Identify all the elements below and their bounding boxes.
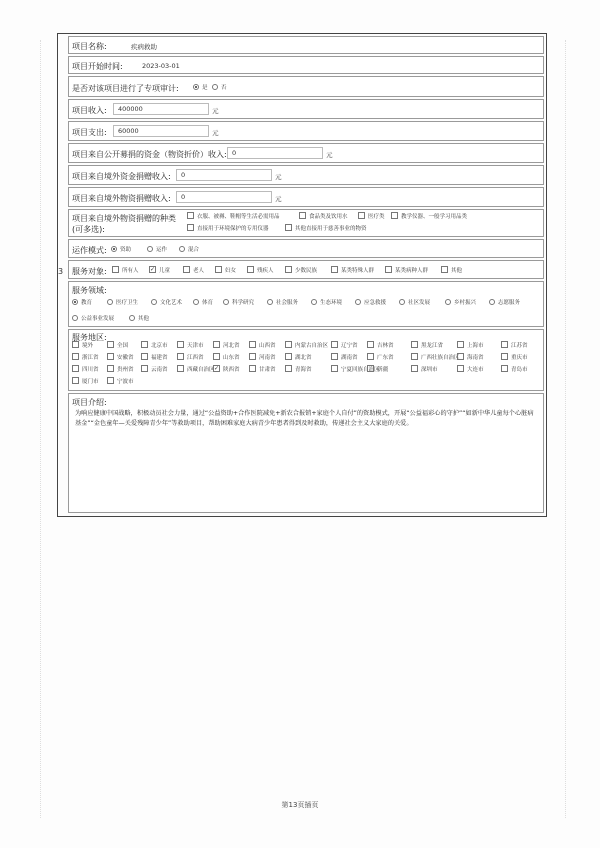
- region-option[interactable]: [249, 354, 276, 362]
- checkbox-icon[interactable]: [285, 224, 292, 231]
- region-option-text: 贵州省: [117, 367, 134, 373]
- foreign-goods-label: 项目来自境外物资捐赠收入:: [72, 194, 171, 203]
- expense-row: [68, 121, 544, 141]
- field-option-text: 公益事业发展: [81, 316, 115, 322]
- foreign-fund-unit: 元: [275, 173, 282, 181]
- region-option[interactable]: [331, 342, 358, 350]
- radio-icon[interactable]: [193, 299, 199, 305]
- field-option-text: 文化艺术: [160, 300, 183, 306]
- operation-option[interactable]: [147, 246, 167, 254]
- region-option-text: 福建省: [151, 355, 168, 361]
- public-fund-row: [68, 143, 544, 163]
- region-option-text: 河北省: [223, 343, 240, 349]
- checkbox-icon[interactable]: [441, 266, 448, 273]
- radio-icon[interactable]: [193, 84, 199, 90]
- checkbox-icon[interactable]: [285, 341, 292, 348]
- field-option-text: 志愿服务: [498, 300, 521, 306]
- goods-option[interactable]: [391, 213, 467, 221]
- checkbox-icon[interactable]: [107, 353, 114, 360]
- goods-option-text: 教学仪器、一般学习用品类: [401, 214, 468, 220]
- checkbox-icon[interactable]: [112, 266, 119, 273]
- region-option[interactable]: [249, 366, 276, 374]
- checkbox-icon[interactable]: [331, 266, 338, 273]
- radio-icon[interactable]: [267, 299, 273, 305]
- target-option[interactable]: [331, 267, 374, 275]
- radio-icon[interactable]: [72, 315, 78, 321]
- operation-option[interactable]: [111, 246, 131, 254]
- target-option[interactable]: [385, 267, 428, 275]
- region-option-text: 西藏自治区: [187, 367, 215, 373]
- region-option-text: 山东省: [223, 355, 240, 361]
- checkbox-icon[interactable]: [457, 353, 464, 360]
- region-option[interactable]: [411, 354, 460, 362]
- region-option-text: 内蒙古自治区: [295, 343, 329, 349]
- checkbox-icon[interactable]: [177, 341, 184, 348]
- scan-artifact: [40, 40, 42, 818]
- checkbox-icon[interactable]: [213, 341, 220, 348]
- checkbox-icon[interactable]: [72, 341, 79, 348]
- radio-icon[interactable]: [147, 246, 153, 252]
- field-option[interactable]: [107, 299, 138, 307]
- checkbox-icon[interactable]: [141, 365, 148, 372]
- audit-row: [68, 76, 544, 97]
- goods-option-text: 直接用于环境保护的专用仪器: [197, 226, 269, 232]
- region-option[interactable]: [141, 354, 168, 362]
- checkbox-icon[interactable]: [331, 365, 338, 372]
- operation-row: [68, 239, 544, 258]
- radio-icon[interactable]: [212, 84, 218, 90]
- region-option-text: 山西省: [259, 343, 276, 349]
- region-option-text: 北京市: [151, 343, 168, 349]
- region-option[interactable]: [72, 354, 99, 362]
- region-option-text: 安徽省: [117, 355, 134, 361]
- checkbox-icon[interactable]: [177, 353, 184, 360]
- target-option-text: 所有人: [122, 268, 139, 274]
- targets-label: 服务对象:: [72, 267, 107, 276]
- field-option[interactable]: [223, 299, 254, 307]
- region-option-text: 大连市: [467, 367, 484, 373]
- region-option[interactable]: [72, 366, 99, 374]
- goods-kind-label-multi: (可多选):: [72, 225, 105, 234]
- target-option[interactable]: [285, 267, 317, 275]
- region-option[interactable]: [331, 354, 358, 362]
- region-option-text: 深圳市: [421, 367, 438, 373]
- checkbox-icon[interactable]: [72, 353, 79, 360]
- goods-option-text: 食品类及饮用水: [309, 214, 348, 220]
- checkbox-icon[interactable]: [72, 377, 79, 384]
- audit-yes-text: 是: [202, 85, 208, 91]
- target-option[interactable]: [215, 267, 236, 275]
- operation-option-text: 资助: [120, 247, 132, 253]
- checkbox-checked-icon[interactable]: ✓: [214, 365, 220, 372]
- region-option-text: 宁夏回族自治区: [341, 367, 380, 373]
- goods-option-text: 衣服、被褥、鞋帽等生活必需用品: [197, 214, 280, 220]
- region-option-text: 浙江省: [82, 355, 99, 361]
- checkbox-icon[interactable]: [285, 266, 292, 273]
- checkbox-icon[interactable]: [501, 341, 508, 348]
- public-fund-unit: 元: [326, 151, 333, 159]
- radio-icon[interactable]: [223, 299, 229, 305]
- radio-icon[interactable]: [107, 299, 113, 305]
- field-option-text: 社会服务: [276, 300, 299, 306]
- radio-icon[interactable]: [151, 299, 157, 305]
- region-option[interactable]: [285, 366, 312, 374]
- region-option[interactable]: [457, 342, 484, 350]
- region-option-text: 上海市: [467, 343, 484, 349]
- region-option[interactable]: [457, 354, 484, 362]
- checkbox-icon[interactable]: [107, 365, 114, 372]
- goods-option[interactable]: [187, 213, 280, 221]
- region-option-text: 天津市: [187, 343, 204, 349]
- field-option[interactable]: [129, 315, 149, 323]
- target-option[interactable]: [441, 267, 462, 275]
- income-row: [68, 99, 544, 119]
- region-option-text: 境外: [82, 343, 94, 349]
- field-option[interactable]: [267, 299, 298, 307]
- checkbox-icon[interactable]: [358, 212, 365, 219]
- checkbox-icon[interactable]: [141, 341, 148, 348]
- goods-option[interactable]: [285, 225, 367, 233]
- region-option-text: 黑龙江省: [421, 343, 444, 349]
- checkbox-icon[interactable]: [187, 212, 194, 219]
- region-option-text: 甘肃省: [259, 367, 276, 373]
- region-option[interactable]: [177, 354, 204, 362]
- field-option-text: 生态环境: [320, 300, 343, 306]
- region-option[interactable]: [213, 342, 240, 350]
- radio-icon[interactable]: [445, 299, 451, 305]
- expense-label: 项目支出:: [72, 128, 107, 137]
- fields-row: [68, 281, 544, 327]
- field-option[interactable]: [72, 299, 92, 307]
- checkbox-icon[interactable]: [385, 266, 392, 273]
- checkbox-icon[interactable]: [367, 365, 374, 372]
- region-option[interactable]: [249, 342, 276, 350]
- side-number: 3: [58, 267, 64, 276]
- region-option-text: 陕西省: [223, 367, 240, 373]
- start-time-value[interactable]: 2023-03-01: [142, 62, 180, 70]
- checkbox-icon[interactable]: [501, 365, 508, 372]
- field-option-text: 医疗卫生: [116, 300, 139, 306]
- region-option[interactable]: [367, 342, 394, 350]
- radio-icon[interactable]: [129, 315, 135, 321]
- income-label: 项目收入:: [72, 106, 107, 115]
- foreign-fund-label: 项目来自境外资金捐赠收入:: [72, 172, 171, 181]
- field-option[interactable]: [355, 299, 386, 307]
- foreign-goods-unit: 元: [275, 195, 282, 203]
- field-option-text: 科学研究: [232, 300, 255, 306]
- checkbox-icon[interactable]: [177, 365, 184, 372]
- checkbox-icon[interactable]: [457, 341, 464, 348]
- operation-option-text: 混合: [188, 247, 200, 253]
- goods-kind-label: 项目来自境外物资捐赠的种类: [72, 214, 176, 223]
- region-option[interactable]: [411, 342, 443, 350]
- radio-icon[interactable]: [399, 299, 405, 305]
- radio-icon[interactable]: [179, 246, 185, 252]
- target-option[interactable]: [183, 267, 204, 275]
- region-option[interactable]: [367, 366, 388, 374]
- region-option-text: 宁波市: [117, 379, 134, 385]
- checkbox-icon[interactable]: [457, 365, 464, 372]
- radio-icon[interactable]: [355, 299, 361, 305]
- public-fund-field[interactable]: 0: [227, 147, 323, 159]
- region-option[interactable]: [213, 354, 240, 362]
- regions-row: [68, 329, 544, 391]
- foreign-goods-field[interactable]: 0: [176, 191, 272, 203]
- foreign-goods-row: [68, 187, 544, 207]
- checkbox-icon[interactable]: [187, 224, 194, 231]
- goods-option[interactable]: [187, 225, 269, 233]
- target-option[interactable]: [149, 267, 170, 275]
- region-option[interactable]: [501, 366, 528, 374]
- income-unit: 元: [212, 107, 219, 115]
- region-option-text: 全国: [117, 343, 129, 349]
- checkbox-icon[interactable]: [411, 365, 418, 372]
- project-name-label: 项目名称:: [72, 42, 107, 51]
- audit-no-option[interactable]: [212, 84, 227, 92]
- field-option-text: 其他: [138, 316, 150, 322]
- region-option[interactable]: [72, 378, 99, 386]
- region-option-text: 青海省: [295, 367, 312, 373]
- field-option-text: 乡村振兴: [454, 300, 477, 306]
- target-option[interactable]: [112, 267, 139, 275]
- audit-yes-option[interactable]: [193, 84, 208, 92]
- field-option[interactable]: [72, 315, 114, 323]
- checkbox-icon[interactable]: [285, 353, 292, 360]
- field-option[interactable]: [489, 299, 520, 307]
- field-option-text: 社区发展: [408, 300, 431, 306]
- region-option[interactable]: [107, 342, 128, 350]
- start-time-row: [68, 56, 544, 74]
- checkbox-icon[interactable]: [183, 266, 190, 273]
- checkbox-icon[interactable]: [367, 341, 374, 348]
- region-option-text: 青岛市: [511, 367, 528, 373]
- checkbox-icon[interactable]: [411, 353, 418, 360]
- region-option[interactable]: [367, 354, 394, 362]
- targets-row: [68, 260, 544, 279]
- checkbox-icon[interactable]: [249, 365, 256, 372]
- page-footer: 第13页插页: [281, 801, 319, 809]
- region-option-text: 辽宁省: [341, 343, 358, 349]
- goods-option[interactable]: [358, 213, 385, 221]
- region-option[interactable]: [457, 366, 484, 374]
- target-option-text: 老人: [193, 268, 205, 274]
- checkbox-icon[interactable]: [411, 341, 418, 348]
- checkbox-icon[interactable]: [367, 353, 374, 360]
- checkbox-icon[interactable]: [501, 353, 508, 360]
- target-option-text: 某类病种人群: [395, 268, 429, 274]
- region-option[interactable]: [141, 366, 168, 374]
- checkbox-icon[interactable]: [391, 212, 398, 219]
- region-option[interactable]: [501, 354, 528, 362]
- region-option[interactable]: [213, 366, 240, 374]
- region-option-text: 新疆: [377, 367, 389, 373]
- foreign-fund-row: [68, 165, 544, 185]
- region-option-text: 海南省: [467, 355, 484, 361]
- region-option[interactable]: [177, 366, 215, 374]
- checkbox-icon[interactable]: [249, 341, 256, 348]
- region-option[interactable]: [107, 366, 134, 374]
- region-option-text: 云南省: [151, 367, 168, 373]
- audit-label: 是否对该项目进行了专项审计:: [72, 84, 179, 93]
- radio-icon[interactable]: [111, 246, 117, 252]
- goods-option-text: 医疗类: [368, 214, 385, 220]
- region-option[interactable]: [177, 342, 204, 350]
- target-option[interactable]: [247, 267, 274, 275]
- region-option-text: 重庆市: [511, 355, 528, 361]
- region-option[interactable]: [107, 378, 134, 386]
- project-name-row: [68, 36, 544, 54]
- expense-field[interactable]: 60000: [113, 125, 209, 137]
- region-option-text: 湖南省: [341, 355, 358, 361]
- audit-no-text: 否: [221, 85, 227, 91]
- target-option-text: 某类特殊人群: [341, 268, 375, 274]
- foreign-fund-field[interactable]: 0: [176, 169, 272, 181]
- checkbox-icon[interactable]: [285, 365, 292, 372]
- goods-option[interactable]: [299, 213, 348, 221]
- checkbox-icon[interactable]: [107, 341, 114, 348]
- project-form: [57, 33, 547, 517]
- expense-unit: 元: [212, 129, 219, 137]
- intro-row: [68, 393, 544, 513]
- goods-option-text: 其他直接用于慈善事业的物资: [295, 226, 367, 232]
- region-option[interactable]: [501, 342, 528, 350]
- target-option-text: 其他: [451, 268, 463, 274]
- region-option-text: 江西省: [187, 355, 204, 361]
- radio-icon[interactable]: [311, 299, 317, 305]
- checkbox-icon[interactable]: [72, 365, 79, 372]
- field-option-text: 应急救援: [364, 300, 387, 306]
- target-option-text: 儿童: [159, 268, 171, 274]
- project-name-value[interactable]: 疾病救助: [131, 43, 157, 51]
- target-option-text: 残疾人: [257, 268, 274, 274]
- region-option[interactable]: [107, 354, 134, 362]
- field-option-text: 教育: [81, 300, 93, 306]
- radio-icon[interactable]: [489, 299, 495, 305]
- checkbox-icon[interactable]: [213, 353, 220, 360]
- region-option[interactable]: [72, 342, 93, 350]
- checkbox-icon[interactable]: [331, 353, 338, 360]
- fields-label: 服务领域:: [72, 286, 107, 295]
- checkbox-icon[interactable]: [107, 377, 114, 384]
- checkbox-icon[interactable]: [299, 212, 306, 219]
- scan-artifact: [565, 40, 567, 818]
- field-option-text: 体育: [202, 300, 214, 306]
- intro-label: 项目介绍:: [72, 398, 107, 407]
- checkbox-icon[interactable]: [247, 266, 254, 273]
- region-option-text: 河南省: [259, 355, 276, 361]
- field-option[interactable]: [311, 299, 342, 307]
- region-option-text: 广西壮族自治区: [421, 355, 460, 361]
- goods-kind-row: [68, 209, 544, 237]
- checkbox-icon[interactable]: [141, 353, 148, 360]
- region-option-text: 广东省: [377, 355, 394, 361]
- region-option[interactable]: [285, 354, 312, 362]
- radio-icon[interactable]: [72, 299, 78, 305]
- checkbox-checked-icon[interactable]: ✓: [150, 266, 156, 273]
- start-time-label: 项目开始时间:: [72, 62, 123, 71]
- region-option-text: 厦门市: [82, 379, 99, 385]
- operation-option-text: 运作: [156, 247, 168, 253]
- region-option[interactable]: [411, 366, 438, 374]
- intro-text: 为响应健康中国战略，积极动员社会力量，通过“公益资助+合作医院减免+新农合报销+家庭个人自付”的资助模式，开展“公益福彩心的守护”“如新中华儿童每个心脏病基金”“金色童年—关爱残障青少年”等救助项目，帮助困难家庭大病青少年患者得到及时救助，传递社会主义大家庭的关爱。: [75, 410, 534, 427]
- regions-label: 服务地区:: [72, 333, 107, 342]
- region-option-text: 四川省: [82, 367, 99, 373]
- income-field[interactable]: 400000: [113, 103, 209, 115]
- region-option[interactable]: [141, 342, 168, 350]
- region-option-text: 江苏省: [511, 343, 528, 349]
- region-option-text: 湖北省: [295, 355, 312, 361]
- checkbox-icon[interactable]: [249, 353, 256, 360]
- public-fund-label: 项目来自公开募捐的资金（物资折价）收入:: [72, 150, 227, 159]
- operation-option[interactable]: [179, 246, 199, 254]
- region-option-text: 吉林省: [377, 343, 394, 349]
- field-option[interactable]: [445, 299, 476, 307]
- region-option[interactable]: [285, 342, 328, 350]
- target-option-text: 少数民族: [295, 268, 318, 274]
- field-option[interactable]: [193, 299, 213, 307]
- checkbox-icon[interactable]: [215, 266, 222, 273]
- field-option[interactable]: [151, 299, 182, 307]
- checkbox-icon[interactable]: [331, 341, 338, 348]
- target-option-text: 妇女: [225, 268, 237, 274]
- field-option[interactable]: [399, 299, 430, 307]
- operation-label: 运作模式:: [72, 246, 107, 255]
